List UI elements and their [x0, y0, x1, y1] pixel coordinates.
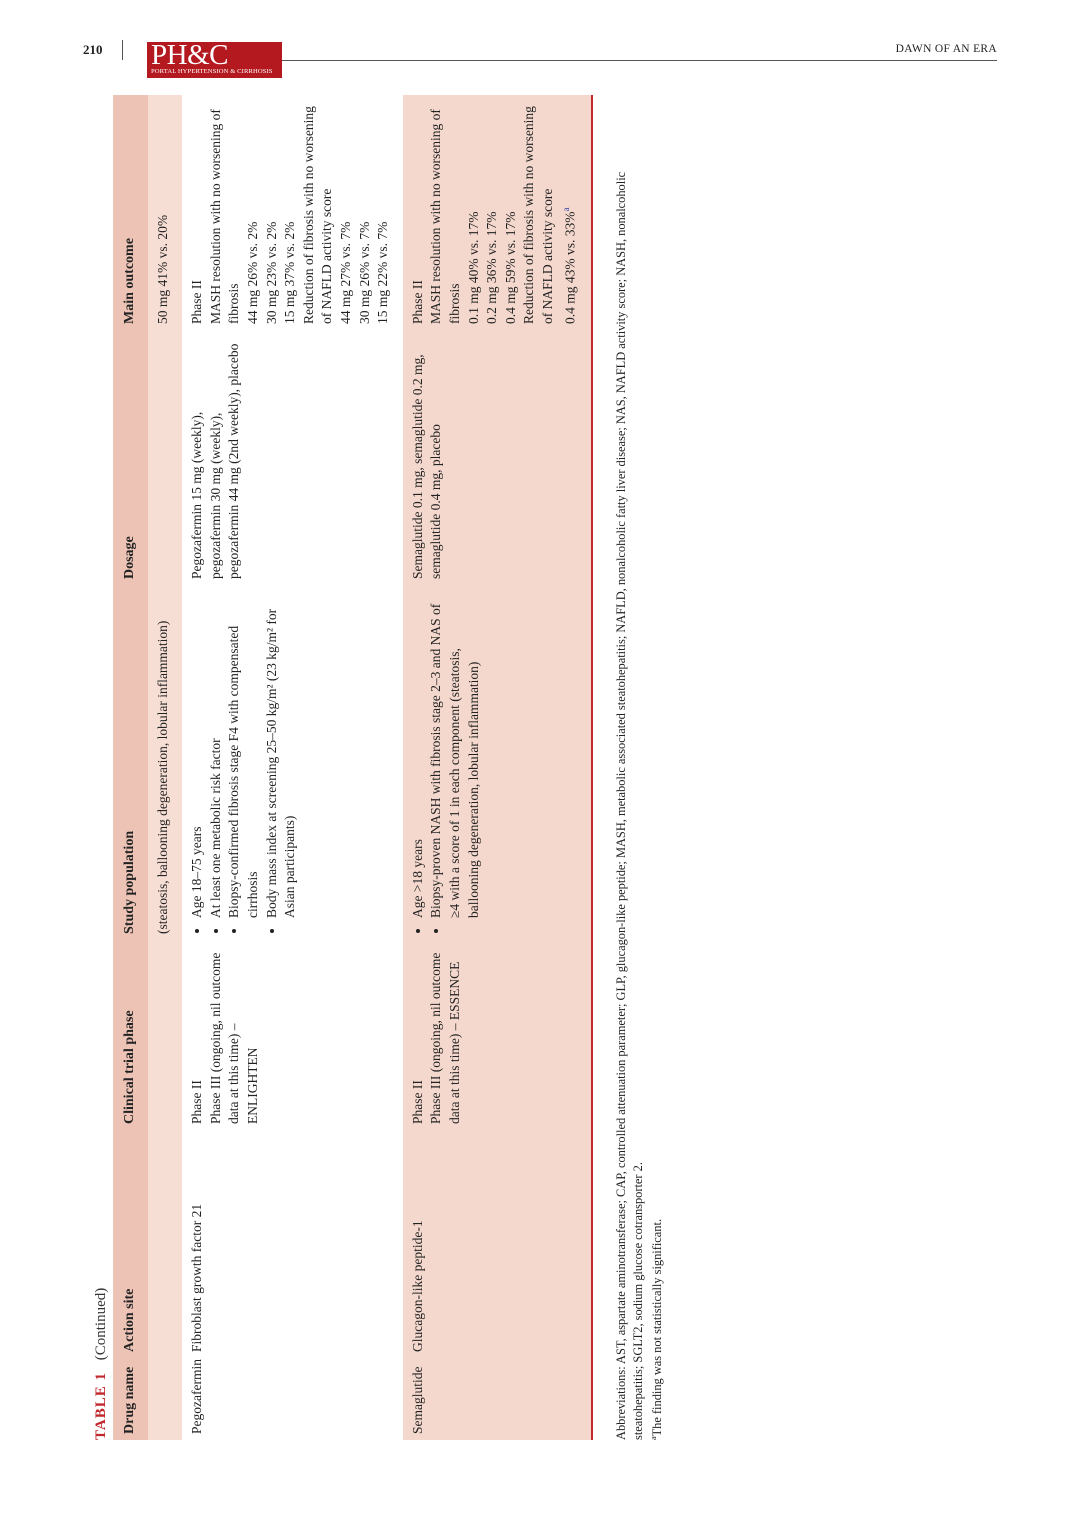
running-title: DAWN OF AN ERA [895, 43, 997, 55]
col-header-phase: Clinical trial phase [113, 940, 148, 1130]
phase-line: Phase II [409, 1080, 425, 1124]
population-bullet: • Body mass index at screening 25–50 kg/m² (23 kg/m² for Asian participants) [263, 591, 300, 918]
outcome-line: 30 mg 26% vs. 7% [356, 221, 372, 324]
population-bullet: • At least one metabolic risk factor [207, 591, 226, 918]
page-number: 210 [83, 42, 103, 57]
footnote [646, 95, 666, 1440]
col-header-drug: Drug name [113, 1358, 148, 1440]
data-table [113, 95, 593, 1440]
table-row [148, 95, 183, 1440]
outcome-line: 0.1 mg 40% vs. 17% [465, 211, 481, 324]
journal-logo [147, 39, 282, 78]
table-label: TABLE 1 [93, 1372, 109, 1440]
col-header-outcome: Main outcome [113, 95, 148, 330]
population-bullet: • Age 18–75 years [188, 591, 207, 918]
cell-dosage [148, 330, 183, 585]
outcome-line: 44 mg 27% vs. 7% [337, 221, 353, 324]
col-header-site: Action site [113, 1130, 148, 1358]
outcome-line: 0.2 mg 36% vs. 17% [484, 211, 500, 324]
cell-population [182, 585, 403, 940]
header-divider [122, 40, 123, 60]
cell-outcome [403, 95, 592, 330]
cell-outcome [148, 95, 183, 330]
journal-logo-name: PORTAL HYPERTENSION & CIRRHOSIS [151, 68, 273, 75]
table-header-row [113, 95, 148, 1440]
table-row [403, 95, 592, 1440]
cell-phase [403, 940, 592, 1130]
population-bullet: • Biopsy-proven NASH with fibrosis stage 2–3 and NAS of ≥4 with a score of 1 in each component (steatosis, ballooning degeneration, lobular inflammation) [427, 591, 483, 918]
cell-site [148, 1130, 183, 1358]
col-header-population: Study population [113, 585, 148, 940]
outcome-line: Phase II [409, 280, 425, 324]
outcome-line: 0.4 mg 59% vs. 17% [502, 211, 518, 324]
table-continued: (Continued) [93, 1287, 109, 1361]
phase-line: Phase III (ongoing, nil outcome data at this time) – ESSENCE [428, 952, 462, 1124]
table-notes [613, 95, 666, 1440]
cell-dosage: Semaglutide 0.1 mg, semaglutide 0.2 mg, semaglutide 0.4 mg, placebo [403, 330, 592, 585]
abbreviations-note: Abbreviations: AST, aspartate aminotransferase; CAP, controlled attenuation parameter; GLP, glucagon-like peptide; MASH, metabolic associated steatohepatitis; NAFLD, nonalcoholic fatty liver disease; NAS, NAFLD activity score; NASH, nonalcoholic steatohepatitis; SGLT2, sodium glucose cotransporter 2. [614, 171, 645, 1440]
cell-outcome [182, 95, 403, 330]
footnote-text: The finding was not statistically significant. [650, 1218, 665, 1437]
col-header-dosage: Dosage [113, 330, 148, 585]
cell-phase [148, 940, 183, 1130]
outcome-line: Phase II [189, 280, 205, 324]
outcome-line: 44 mg 26% vs. 2% [244, 221, 260, 324]
outcome-line: MASH resolution with no worsening of fibrosis [428, 109, 462, 324]
cell-drug: Semaglutide [403, 1358, 592, 1440]
footnote-marker: a [561, 207, 572, 212]
outcome-line: Reduction of fibrosis with no worsening of NAFLD activity score [300, 106, 335, 324]
outcome-line: Reduction of fibrosis with no worsening of NAFLD activity score [521, 106, 555, 324]
rotated-table-block [85, 95, 665, 1440]
header-rule [282, 60, 997, 61]
outcome-line: 15 mg 22% vs. 7% [375, 221, 391, 324]
table-row [182, 95, 403, 1440]
cell-drug [148, 1358, 183, 1440]
outcome-line: 15 mg 37% vs. 2% [282, 221, 298, 324]
population-bullet: • Age >18 years [409, 591, 428, 918]
table-caption [93, 1288, 110, 1440]
outcome-last-text: 0.4 mg 43% vs. 33% [562, 211, 578, 324]
cell-site: Glucagon-like peptide-1 [403, 1130, 592, 1358]
outcome-line [557, 101, 580, 324]
cell-dosage: Pegozafermin 15 mg (weekly), pegozafermin 30 mg (weekly), pegozafermin 44 mg (2nd weekly), placebo [189, 343, 242, 579]
cell-site: Fibroblast growth factor 21 [189, 1203, 205, 1352]
cell-population: (steatosis, ballooning degeneration, lobular inflammation) [148, 585, 183, 940]
footnote-mark: a [649, 1436, 658, 1440]
outcome-line: 30 mg 23% vs. 2% [263, 221, 279, 324]
cell-population [403, 585, 592, 940]
population-bullet: • Biopsy-confirmed fibrosis stage F4 with compensated cirrhosis [225, 591, 262, 918]
journal-logo-abbrev: PH&C [151, 39, 228, 71]
phase-line: Phase III (ongoing, nil outcome data at this time) – ENLIGHTEN [207, 952, 260, 1124]
outcome-line: MASH resolution with no worsening of fibrosis [207, 109, 242, 324]
outcome-line: 50 mg 41% vs. 20% [154, 214, 170, 324]
phase-line: Phase II [189, 1080, 205, 1124]
cell-drug: Pegozafermin [189, 1359, 205, 1434]
cell-phase [182, 940, 403, 1130]
